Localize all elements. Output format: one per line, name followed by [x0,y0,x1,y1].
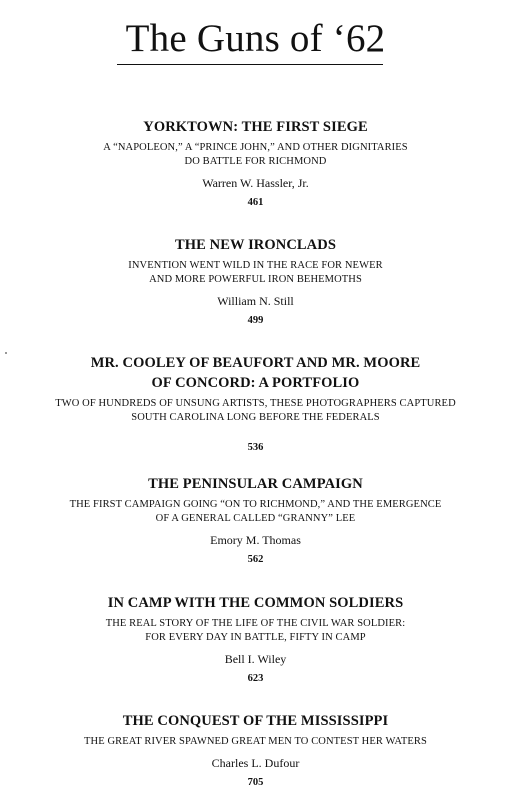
entry-subtitle-line: DO BATTLE FOR RICHMOND [184,156,327,167]
entry-title-line: MR. COOLEY OF BEAUFORT AND MR. MOORE [90,355,421,371]
entry-title [0,353,511,393]
entry-title [0,117,511,137]
entry-subtitle-line: SOUTH CAROLINA LONG BEFORE THE FEDERALS [131,412,380,423]
entry-subtitle [0,617,511,645]
entry-author: Emory M. Thomas [210,533,301,547]
entry-author: Bell I. Wiley [224,652,287,666]
entry-page-number: 499 [247,315,264,326]
entry-title-line: YORKTOWN: THE FIRST SIEGE [143,119,368,135]
entry-title-line: IN CAMP WITH THE COMMON SOLDIERS [107,595,404,611]
entry-subtitle [0,735,511,749]
toc-entry-cooley-moore-portfolio[interactable] [0,353,511,455]
toc-entry-conquest-mississippi[interactable] [0,711,511,790]
entry-subtitle-line: FOR EVERY DAY IN BATTLE, FIFTY IN CAMP [145,632,366,643]
title-rule [117,64,383,65]
entry-page-number: 536 [247,442,264,453]
toc-entry-camp-common-soldiers[interactable] [0,593,511,686]
entry-title [0,474,511,494]
entry-title-line: THE CONQUEST OF THE MISSISSIPPI [122,713,389,729]
entry-subtitle-line: THE GREAT RIVER SPAWNED GREAT MEN TO CONTEST HER WATERS [84,736,427,747]
toc-entry-yorktown[interactable] [0,117,511,210]
entry-title-line: THE NEW IRONCLADS [175,237,336,253]
entry-page-number: 562 [247,554,264,565]
entry-subtitle-line: INVENTION WENT WILD IN THE RACE FOR NEWER [128,260,383,271]
entry-subtitle [0,397,511,425]
entry-subtitle [0,259,511,287]
page-title: The Guns of ‘62 [125,17,386,60]
entry-subtitle [0,498,511,526]
toc-entry-peninsular-campaign[interactable] [0,474,511,567]
entry-subtitle-line: AND MORE POWERFUL IRON BEHEMOTHS [149,274,362,285]
entry-author: Warren W. Hassler, Jr. [202,176,309,190]
entry-subtitle-line: OF A GENERAL CALLED “GRANNY” LEE [155,513,356,524]
entry-subtitle-line: THE REAL STORY OF THE LIFE OF THE CIVIL WAR SOLDIER: [105,618,406,629]
entry-subtitle-line: TWO OF HUNDREDS OF UNSUNG ARTISTS, THESE PHOTOGRAPHERS CAPTURED [55,398,456,409]
entry-subtitle-line: THE FIRST CAMPAIGN GOING “ON TO RICHMOND,” AND THE EMERGENCE [69,499,442,510]
entry-title-line: THE PENINSULAR CAMPAIGN [148,476,363,492]
entry-page-number: 705 [247,777,264,788]
toc-entry-new-ironclads[interactable] [0,235,511,328]
entry-page-number: 623 [247,673,264,684]
entry-author: William N. Still [217,294,294,308]
entry-author: Charles L. Dufour [211,756,300,770]
entry-page-number: 461 [247,197,264,208]
entry-title [0,711,511,731]
entry-subtitle [0,141,511,169]
entry-title [0,593,511,613]
entry-title [0,235,511,255]
entry-title-line: OF CONCORD: A PORTFOLIO [151,375,360,391]
entry-subtitle-line: A “NAPOLEON,” A “PRINCE JOHN,” AND OTHER DIGNITARIES [103,142,408,153]
